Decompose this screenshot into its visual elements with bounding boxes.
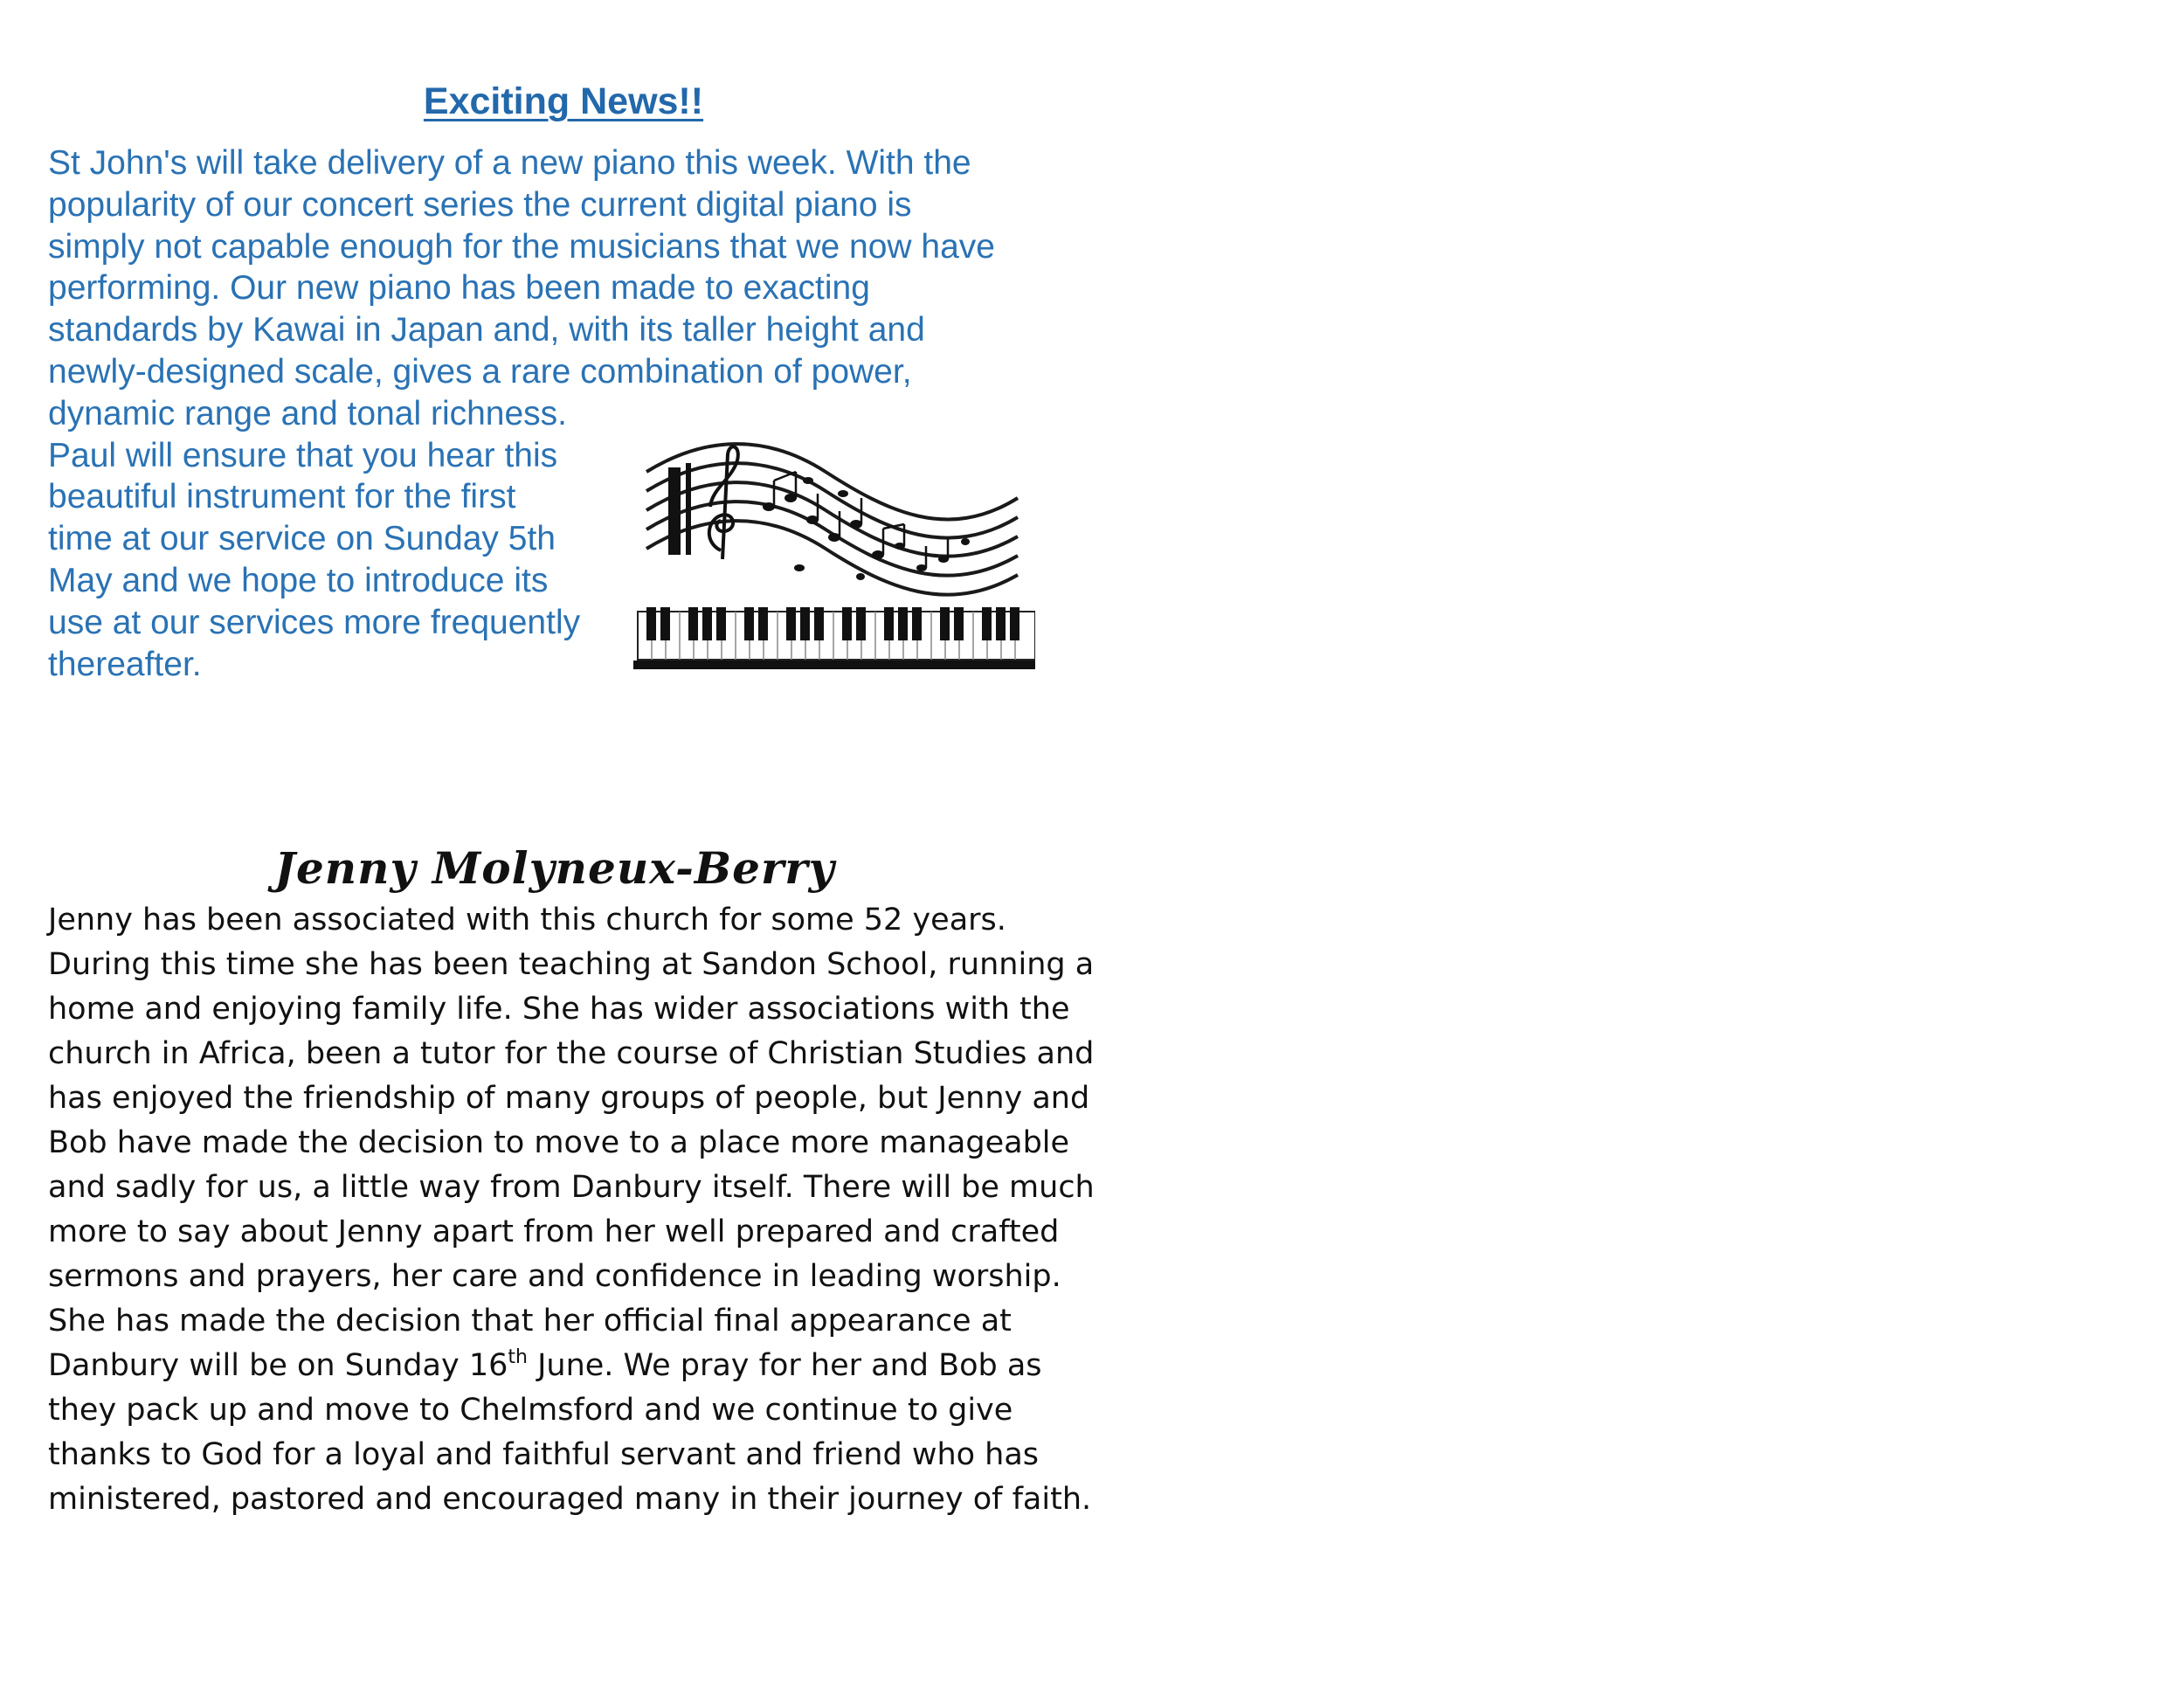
tribute-line: During this time she has been teaching at Sandon School, running a [48, 947, 1095, 982]
news-line: use at our services more frequently [48, 603, 581, 641]
news-line: dynamic range and tonal richness. [48, 394, 568, 432]
tribute-line: sermons and prayers, her care and confidence in leading worship. [48, 1259, 1061, 1294]
news-line: Paul will ensure that you hear this [48, 436, 558, 474]
news-line: simply not capable enough for the musicians that we now have [48, 227, 995, 266]
tribute-line: they pack up and move to Chelmsford and we continue to give [48, 1393, 1013, 1428]
ordinal-suffix: th [508, 1346, 528, 1368]
news-title: Exciting News!! [423, 80, 704, 122]
tribute-title: Jenny Molyneux-Berry [274, 842, 835, 894]
tribute-date-line [48, 1344, 1096, 1388]
tribute-line: thanks to God for a loyal and faithful servant and friend who has [48, 1437, 1040, 1472]
tribute-line: home and enjoying family life. She has wider associations with the [48, 992, 1070, 1027]
tribute-line: ministered, pastored and encouraged many in their journey of faith. [48, 1482, 1092, 1517]
news-line: newly-designed scale, gives a rare combination of power, [48, 352, 912, 391]
tribute-line: Jenny has been associated with this church for some 52 years. [48, 903, 1006, 937]
tribute-line: She has made the decision that her official final appearance at [48, 1304, 1012, 1339]
tribute-line: Bob have made the decision to move to a place more manageable [48, 1125, 1070, 1160]
tribute-line: church in Africa, been a tutor for the course of Christian Studies and [48, 1036, 1095, 1071]
news-line: standards by Kawai in Japan and, with its taller height and [48, 311, 925, 349]
tribute-article [48, 898, 1096, 1522]
news-line: popularity of our concert series the current digital piano is [48, 185, 912, 224]
news-line: thereafter. [48, 645, 202, 683]
news-line: performing. Our new piano has been made to exacting [48, 269, 870, 308]
news-line: St John's will take delivery of a new piano this week. With the [48, 144, 971, 182]
tribute-line: has enjoyed the friendship of many groups of people, but Jenny and [48, 1081, 1090, 1116]
tribute-line: more to say about Jenny apart from her well prepared and crafted [48, 1214, 1060, 1249]
piano-music-notes-icon [633, 437, 1035, 681]
date-line-after: June. We pray for her and Bob as [527, 1348, 1042, 1383]
tribute-line: and sadly for us, a little way from Danbury itself. There will be much [48, 1170, 1095, 1205]
news-line: beautiful instrument for the first [48, 478, 516, 516]
news-line: May and we hope to introduce its [48, 561, 549, 599]
news-line: time at our service on Sunday 5th [48, 520, 556, 558]
date-line-before: Danbury will be on Sunday 16 [48, 1348, 508, 1383]
